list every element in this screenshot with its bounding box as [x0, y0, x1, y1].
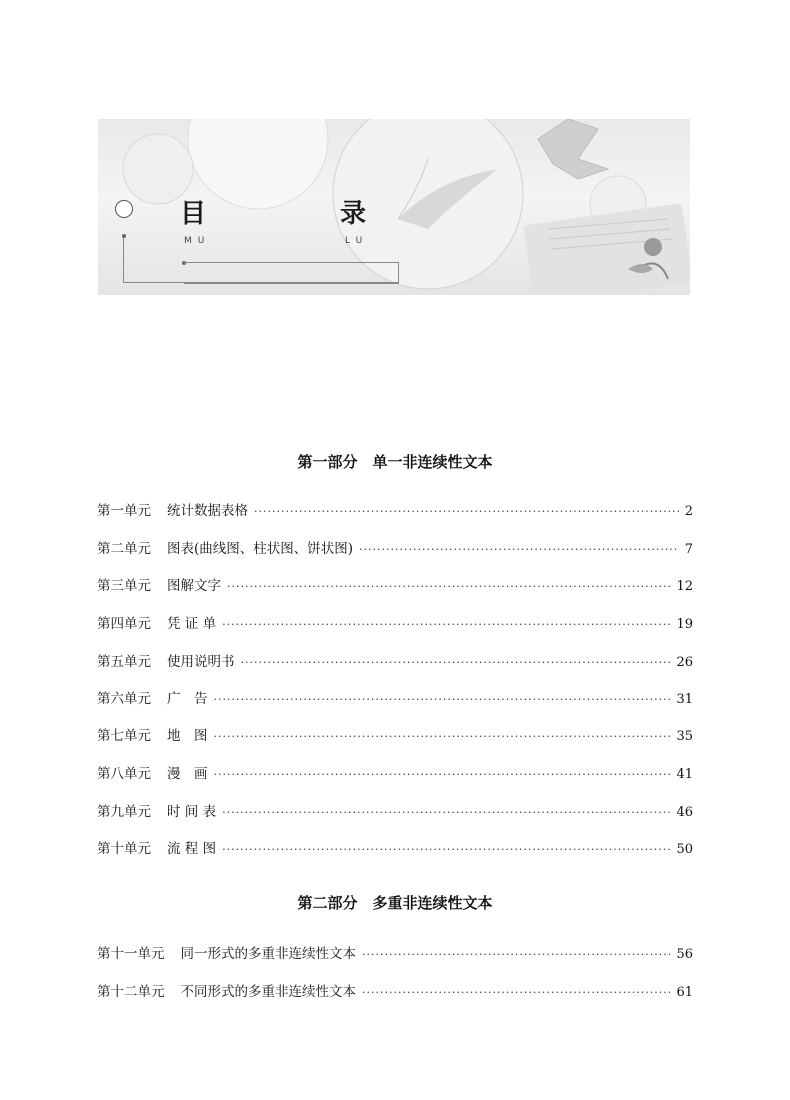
circle-icon [115, 200, 133, 218]
toc-topic: 图表(曲线图、柱状图、饼状图) [167, 541, 354, 557]
toc-page: 46 [676, 805, 693, 820]
toc-page: 56 [676, 947, 693, 962]
toc-topic: 不同形式的多重非连续性文本 [180, 984, 356, 1000]
dot-leader [214, 693, 671, 706]
toc-page: 19 [676, 617, 693, 632]
header-banner [98, 119, 690, 295]
title-char-left: 目 [180, 199, 207, 229]
toc-topic: 时 间 表 [167, 804, 217, 820]
dot-leader [241, 656, 671, 669]
toc-unit: 第九单元 [97, 804, 151, 820]
toc-unit: 第一单元 [97, 503, 151, 519]
section-title: 第一部分 单一非连续性文本 [297, 453, 493, 471]
toc-entry[interactable] [97, 612, 693, 632]
toc-page: 26 [676, 655, 693, 670]
dot-leader [222, 843, 670, 856]
toc-topic: 漫 画 [167, 766, 208, 782]
dot-leader [214, 730, 671, 743]
toc-page: 61 [676, 985, 693, 1000]
dot-leader [362, 986, 670, 999]
toc-unit: 第四单元 [97, 616, 151, 632]
toc-entry[interactable] [97, 800, 693, 820]
frame-outline [184, 262, 399, 284]
toc-page: 31 [676, 692, 693, 707]
dot-leader [214, 768, 671, 781]
dot-leader [254, 505, 679, 518]
title-pinyin-right: LU [345, 236, 369, 246]
toc-page: 50 [676, 842, 693, 857]
toc-entry[interactable] [97, 837, 693, 857]
toc-unit: 第十二单元 [97, 984, 165, 1000]
toc-topic: 流 程 图 [167, 841, 217, 857]
divider [123, 237, 124, 283]
toc-unit: 第六单元 [97, 691, 151, 707]
toc-topic: 图解文字 [167, 578, 221, 594]
dot-icon [122, 234, 126, 238]
toc-topic: 凭 证 单 [167, 616, 217, 632]
title-pinyin-left: MU [184, 236, 211, 246]
toc-page: 41 [676, 767, 693, 782]
toc-entry[interactable] [97, 942, 693, 962]
toc-entry[interactable] [97, 724, 693, 744]
toc-page: 12 [676, 579, 693, 594]
toc-unit: 第七单元 [97, 728, 151, 744]
toc-topic: 广 告 [167, 691, 208, 707]
toc-page: 2 [684, 504, 693, 519]
toc-page: 35 [676, 729, 693, 744]
title-char-right: 录 [340, 199, 367, 229]
toc-topic: 同一形式的多重非连续性文本 [180, 946, 356, 962]
toc-unit: 第十一单元 [97, 946, 165, 962]
toc-unit: 第五单元 [97, 654, 151, 670]
dot-leader [359, 543, 679, 556]
section-title: 第二部分 多重非连续性文本 [297, 894, 493, 912]
dot-leader [222, 806, 670, 819]
toc-entry[interactable] [97, 687, 693, 707]
dot-leader [362, 948, 670, 961]
toc-topic: 使用说明书 [167, 654, 235, 670]
dot-leader [222, 618, 670, 631]
toc-entry[interactable] [97, 762, 693, 782]
toc-page: 7 [684, 542, 693, 557]
toc-entry[interactable] [97, 574, 693, 594]
toc-entry[interactable] [97, 650, 693, 670]
toc-entry[interactable] [97, 499, 693, 519]
toc-topic: 地 图 [167, 728, 208, 744]
toc-unit: 第八单元 [97, 766, 151, 782]
toc-entry[interactable] [97, 537, 693, 557]
toc-unit: 第十单元 [97, 841, 151, 857]
toc-entry[interactable] [97, 980, 693, 1000]
toc-topic: 统计数据表格 [167, 503, 248, 519]
dot-leader [227, 580, 670, 593]
toc-unit: 第三单元 [97, 578, 151, 594]
toc-unit: 第二单元 [97, 541, 151, 557]
